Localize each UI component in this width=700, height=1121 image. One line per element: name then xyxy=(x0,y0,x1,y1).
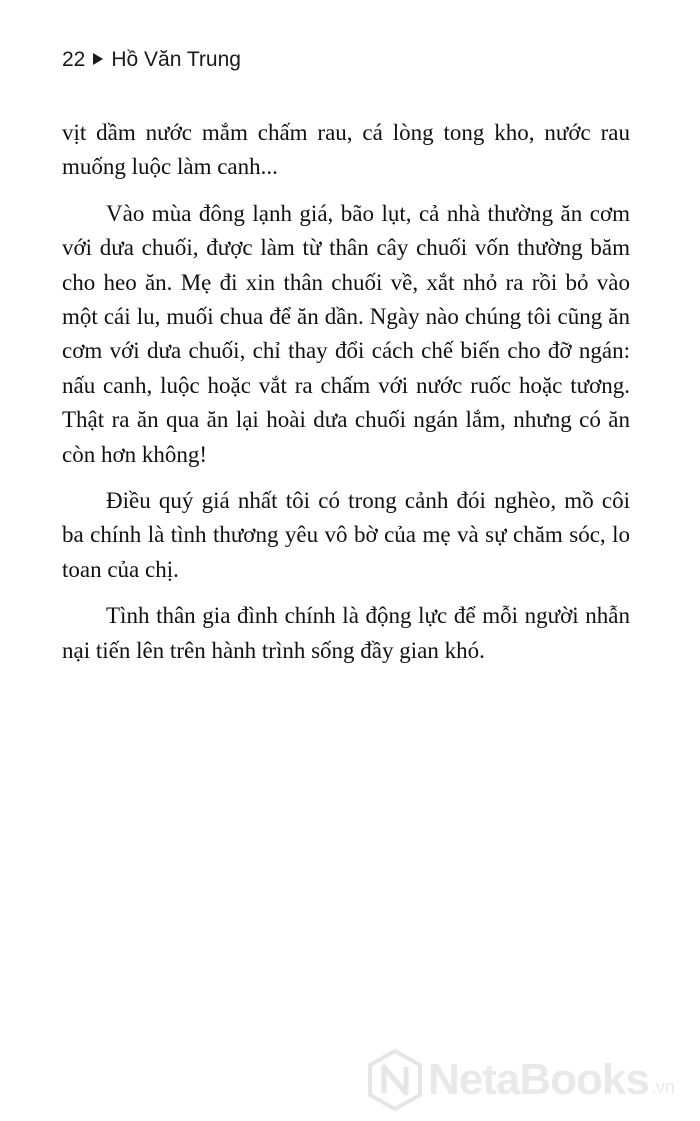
paragraph-continued: vịt dầm nước mắm chấm rau, cá lòng tong kho, nước rau muống luộc làm canh... xyxy=(62,120,630,180)
paragraph: Vào mùa đông lạnh giá, bão lụt, cả nhà thường ăn cơm với dưa chuối, được làm từ thân cây chuối vốn thường băm cho heo ăn. Mẹ đi xin thân chuối về, xắt nhỏ ra rồi bỏ vào một cái lu, muối chua để ăn dần. Ngày nào chúng tôi cũng ăn cơm với dưa chuối, chỉ thay đổi cách chế biến cho đỡ ngán: nấu canh, luộc hoặc vắt ra chấm với nước ruốc hoặc tương. Thật ra ăn qua ăn lại hoài dưa chuối ngán lắm, nhưng có ăn còn hơn không! xyxy=(62,200,630,467)
watermark-domain: .vn xyxy=(650,1077,675,1097)
page-number: 22 xyxy=(62,48,86,71)
watermark xyxy=(368,1040,675,1120)
watermark-brand: NetaBooks xyxy=(428,1055,649,1104)
paragraph: Tình thân gia đình chính là động lực để mỗi người nhẫn nại tiến lên trên hành trình sống đầy gian khó. xyxy=(62,603,630,663)
netabooks-logo-icon xyxy=(368,1049,422,1111)
paragraph: Điều quý giá nhất tôi có trong cảnh đói nghèo, mồ côi ba chính là tình thương yêu vô bờ của mẹ và sự chăm sóc, lo toan của chị. xyxy=(62,488,630,582)
running-header xyxy=(62,48,241,72)
author-name: Hồ Văn Trung xyxy=(111,48,241,71)
triangle-arrow-icon xyxy=(93,53,103,65)
body-text xyxy=(62,116,630,680)
